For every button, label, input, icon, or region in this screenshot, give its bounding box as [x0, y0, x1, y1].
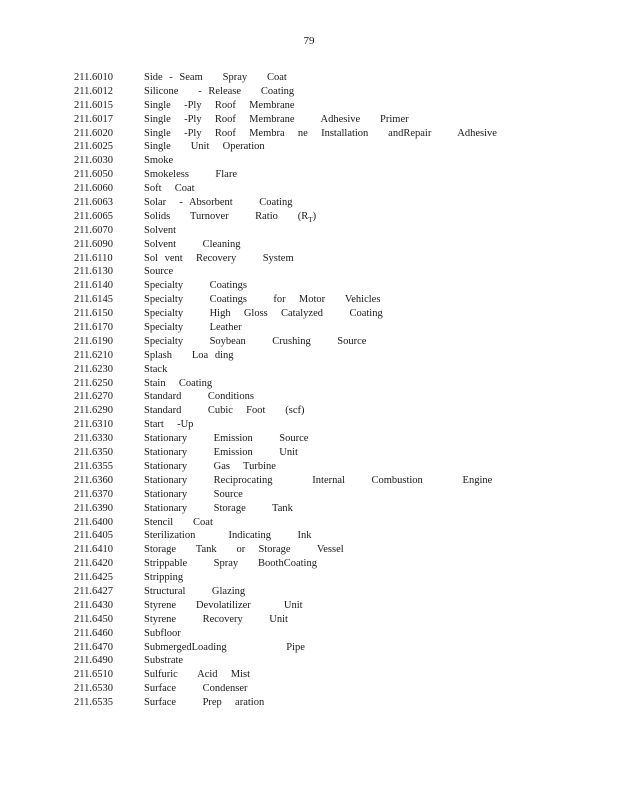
section-code: 211.6360: [74, 474, 113, 486]
list-item: [74, 627, 598, 641]
section-code: 211.6250: [74, 377, 113, 389]
section-code: 211.6470: [74, 641, 113, 653]
list-item: [74, 349, 598, 363]
section-code: 211.6010: [74, 72, 113, 83]
list-item: [74, 71, 598, 85]
section-code: 211.6427: [74, 585, 113, 597]
term: Storage Tank or Storage Vessel: [144, 544, 344, 556]
section-code: 211.6020: [74, 127, 113, 139]
term: Stationary Source: [144, 488, 243, 500]
list-item: [74, 446, 598, 460]
list-item: [74, 641, 598, 655]
section-code: 211.6290: [74, 405, 113, 417]
term: Stain Coating: [144, 377, 213, 389]
term: Standard Conditions: [144, 391, 254, 403]
term: Styrene Recovery Unit: [144, 613, 288, 625]
list-item: [74, 557, 598, 571]
section-code: 211.6230: [74, 363, 113, 375]
list-item: [74, 696, 598, 710]
term: Stationary Reciprocating Internal Combustion Engine: [144, 474, 493, 486]
list-item: [74, 363, 598, 377]
section-code: 211.6060: [74, 183, 113, 195]
list-item: [74, 599, 598, 613]
section-code: 211.6170: [74, 322, 113, 334]
term: Smokeless Flare: [144, 169, 237, 181]
section-code: 211.6110: [74, 252, 113, 264]
term: Specialty Coatings for Motor Vehicles: [144, 294, 381, 306]
section-code: 211.6140: [74, 280, 113, 292]
section-code: 211.6030: [74, 155, 113, 167]
list-item: [74, 168, 598, 182]
list-item: [74, 265, 598, 279]
section-code: 211.6210: [74, 349, 113, 361]
section-code: 211.6400: [74, 516, 113, 528]
term: Single -Ply Roof Membrane Adhesive Primer: [144, 113, 409, 125]
section-code: 211.6150: [74, 308, 113, 320]
term: Sulfuric Acid Mist: [144, 669, 251, 681]
term: Side - Seam Spray Coat: [144, 72, 287, 83]
section-code: 211.6070: [74, 224, 113, 236]
term: Solids Turnover Ratio (R: [144, 210, 309, 222]
section-code: 211.6190: [74, 335, 113, 347]
closing-paren: ): [312, 210, 317, 222]
term: Solvent: [144, 224, 177, 236]
list-item: [74, 252, 598, 266]
list-item: [74, 613, 598, 627]
definition-list: [74, 71, 598, 710]
term: Stationary Storage Tank: [144, 502, 293, 514]
term: Structural Glazing: [144, 585, 246, 597]
list-item: [74, 85, 598, 99]
subscript: T: [308, 216, 313, 224]
term: Substrate: [144, 655, 184, 667]
term: Source: [144, 266, 174, 278]
term: Specialty Soybean Crushing Source: [144, 335, 367, 347]
page-number: 79: [303, 35, 315, 47]
term: Start -Up: [144, 419, 194, 431]
list-item: [74, 654, 598, 668]
term: Styrene Devolatilizer Unit: [144, 599, 303, 611]
term: Stationary Emission Source: [144, 433, 309, 445]
term: Sol vent Recovery System: [144, 252, 294, 264]
list-item: [74, 432, 598, 446]
section-code: 211.6370: [74, 488, 113, 500]
list-item: [74, 516, 598, 530]
section-code: 211.6430: [74, 599, 113, 611]
section-code: 211.6530: [74, 683, 113, 695]
list-item: [74, 196, 598, 210]
section-code: 211.6330: [74, 433, 113, 445]
list-item: [74, 279, 598, 293]
section-code: 211.6310: [74, 419, 113, 431]
term: Single -Ply Roof Membrane: [144, 99, 295, 111]
section-code: 211.6012: [74, 85, 113, 97]
term: Splash Loa ding: [144, 349, 234, 361]
list-item: [74, 543, 598, 557]
list-item: [74, 293, 598, 307]
section-code: 211.6490: [74, 655, 113, 667]
term: Silicone - Release Coating: [144, 85, 295, 97]
section-code: 211.6535: [74, 697, 113, 709]
term: Single Unit Operation: [144, 141, 265, 153]
term: Subfloor: [144, 627, 181, 639]
list-item: [74, 140, 598, 154]
term: Solvent Cleaning: [144, 238, 241, 250]
term: Stack: [144, 363, 168, 375]
section-code: 211.6405: [74, 530, 113, 542]
list-item: [74, 390, 598, 404]
list-item: [74, 488, 598, 502]
list-item: [74, 418, 598, 432]
list-item: [74, 335, 598, 349]
list-item: [74, 321, 598, 335]
section-code: 211.6145: [74, 294, 113, 306]
section-code: 211.6420: [74, 558, 113, 570]
term: Stationary Emission Unit: [144, 447, 298, 459]
section-code: 211.6063: [74, 197, 113, 209]
section-code: 211.6390: [74, 502, 113, 514]
term: Solar - Absorbent Coating: [144, 197, 293, 209]
list-item: [74, 474, 598, 488]
list-item: [74, 502, 598, 516]
term: Strippable Spray BoothCoating: [144, 558, 317, 570]
term: Specialty Leather: [144, 322, 242, 334]
list-item: [74, 585, 598, 599]
list-item: [74, 460, 598, 474]
section-code: 211.6460: [74, 627, 113, 639]
section-code: 211.6015: [74, 99, 113, 111]
list-item: [74, 99, 598, 113]
list-item: [74, 127, 598, 141]
section-code: 211.6270: [74, 391, 113, 403]
list-item: [74, 668, 598, 682]
section-code: 211.6065: [74, 210, 113, 222]
list-item: [74, 182, 598, 196]
term: Standard Cubic Foot (scf): [144, 405, 305, 417]
section-code: 211.6450: [74, 613, 113, 625]
term: Sterilization Indicating Ink: [144, 530, 312, 542]
list-item: [74, 529, 598, 543]
term: Smoke: [144, 155, 174, 167]
term: SubmergedLoading Pipe: [144, 641, 305, 653]
list-item: [74, 404, 598, 418]
list-item: [74, 307, 598, 321]
section-code: 211.6410: [74, 544, 113, 556]
term: Surface Condenser: [144, 683, 248, 695]
term-with-subscript: [144, 210, 598, 224]
term: Stationary Gas Turbine: [144, 460, 276, 472]
section-code: 211.6090: [74, 238, 113, 250]
term: Stripping: [144, 572, 184, 584]
list-item: [74, 238, 598, 252]
section-code: 211.6355: [74, 460, 113, 472]
term: Single -Ply Roof Membra ne Installation andRepair Adhesive: [144, 127, 497, 139]
list-item: [74, 682, 598, 696]
term: Specialty Coatings: [144, 280, 247, 292]
list-item: [74, 377, 598, 391]
section-code: 211.6017: [74, 113, 113, 125]
section-code: 211.6130: [74, 266, 113, 278]
list-item: [74, 113, 598, 127]
list-item: [74, 224, 598, 238]
section-code: 211.6025: [74, 141, 113, 153]
section-code: 211.6050: [74, 169, 113, 181]
term: Soft Coat: [144, 183, 195, 195]
section-code: 211.6510: [74, 669, 113, 681]
term: Surface Prep aration: [144, 697, 265, 709]
list-item: [74, 571, 598, 585]
term: Stencil Coat: [144, 516, 213, 528]
list-item: [74, 154, 598, 168]
list-item: [74, 210, 598, 224]
term: Specialty High Gloss Catalyzed Coating: [144, 308, 383, 320]
section-code: 211.6350: [74, 447, 113, 459]
section-code: 211.6425: [74, 572, 113, 584]
